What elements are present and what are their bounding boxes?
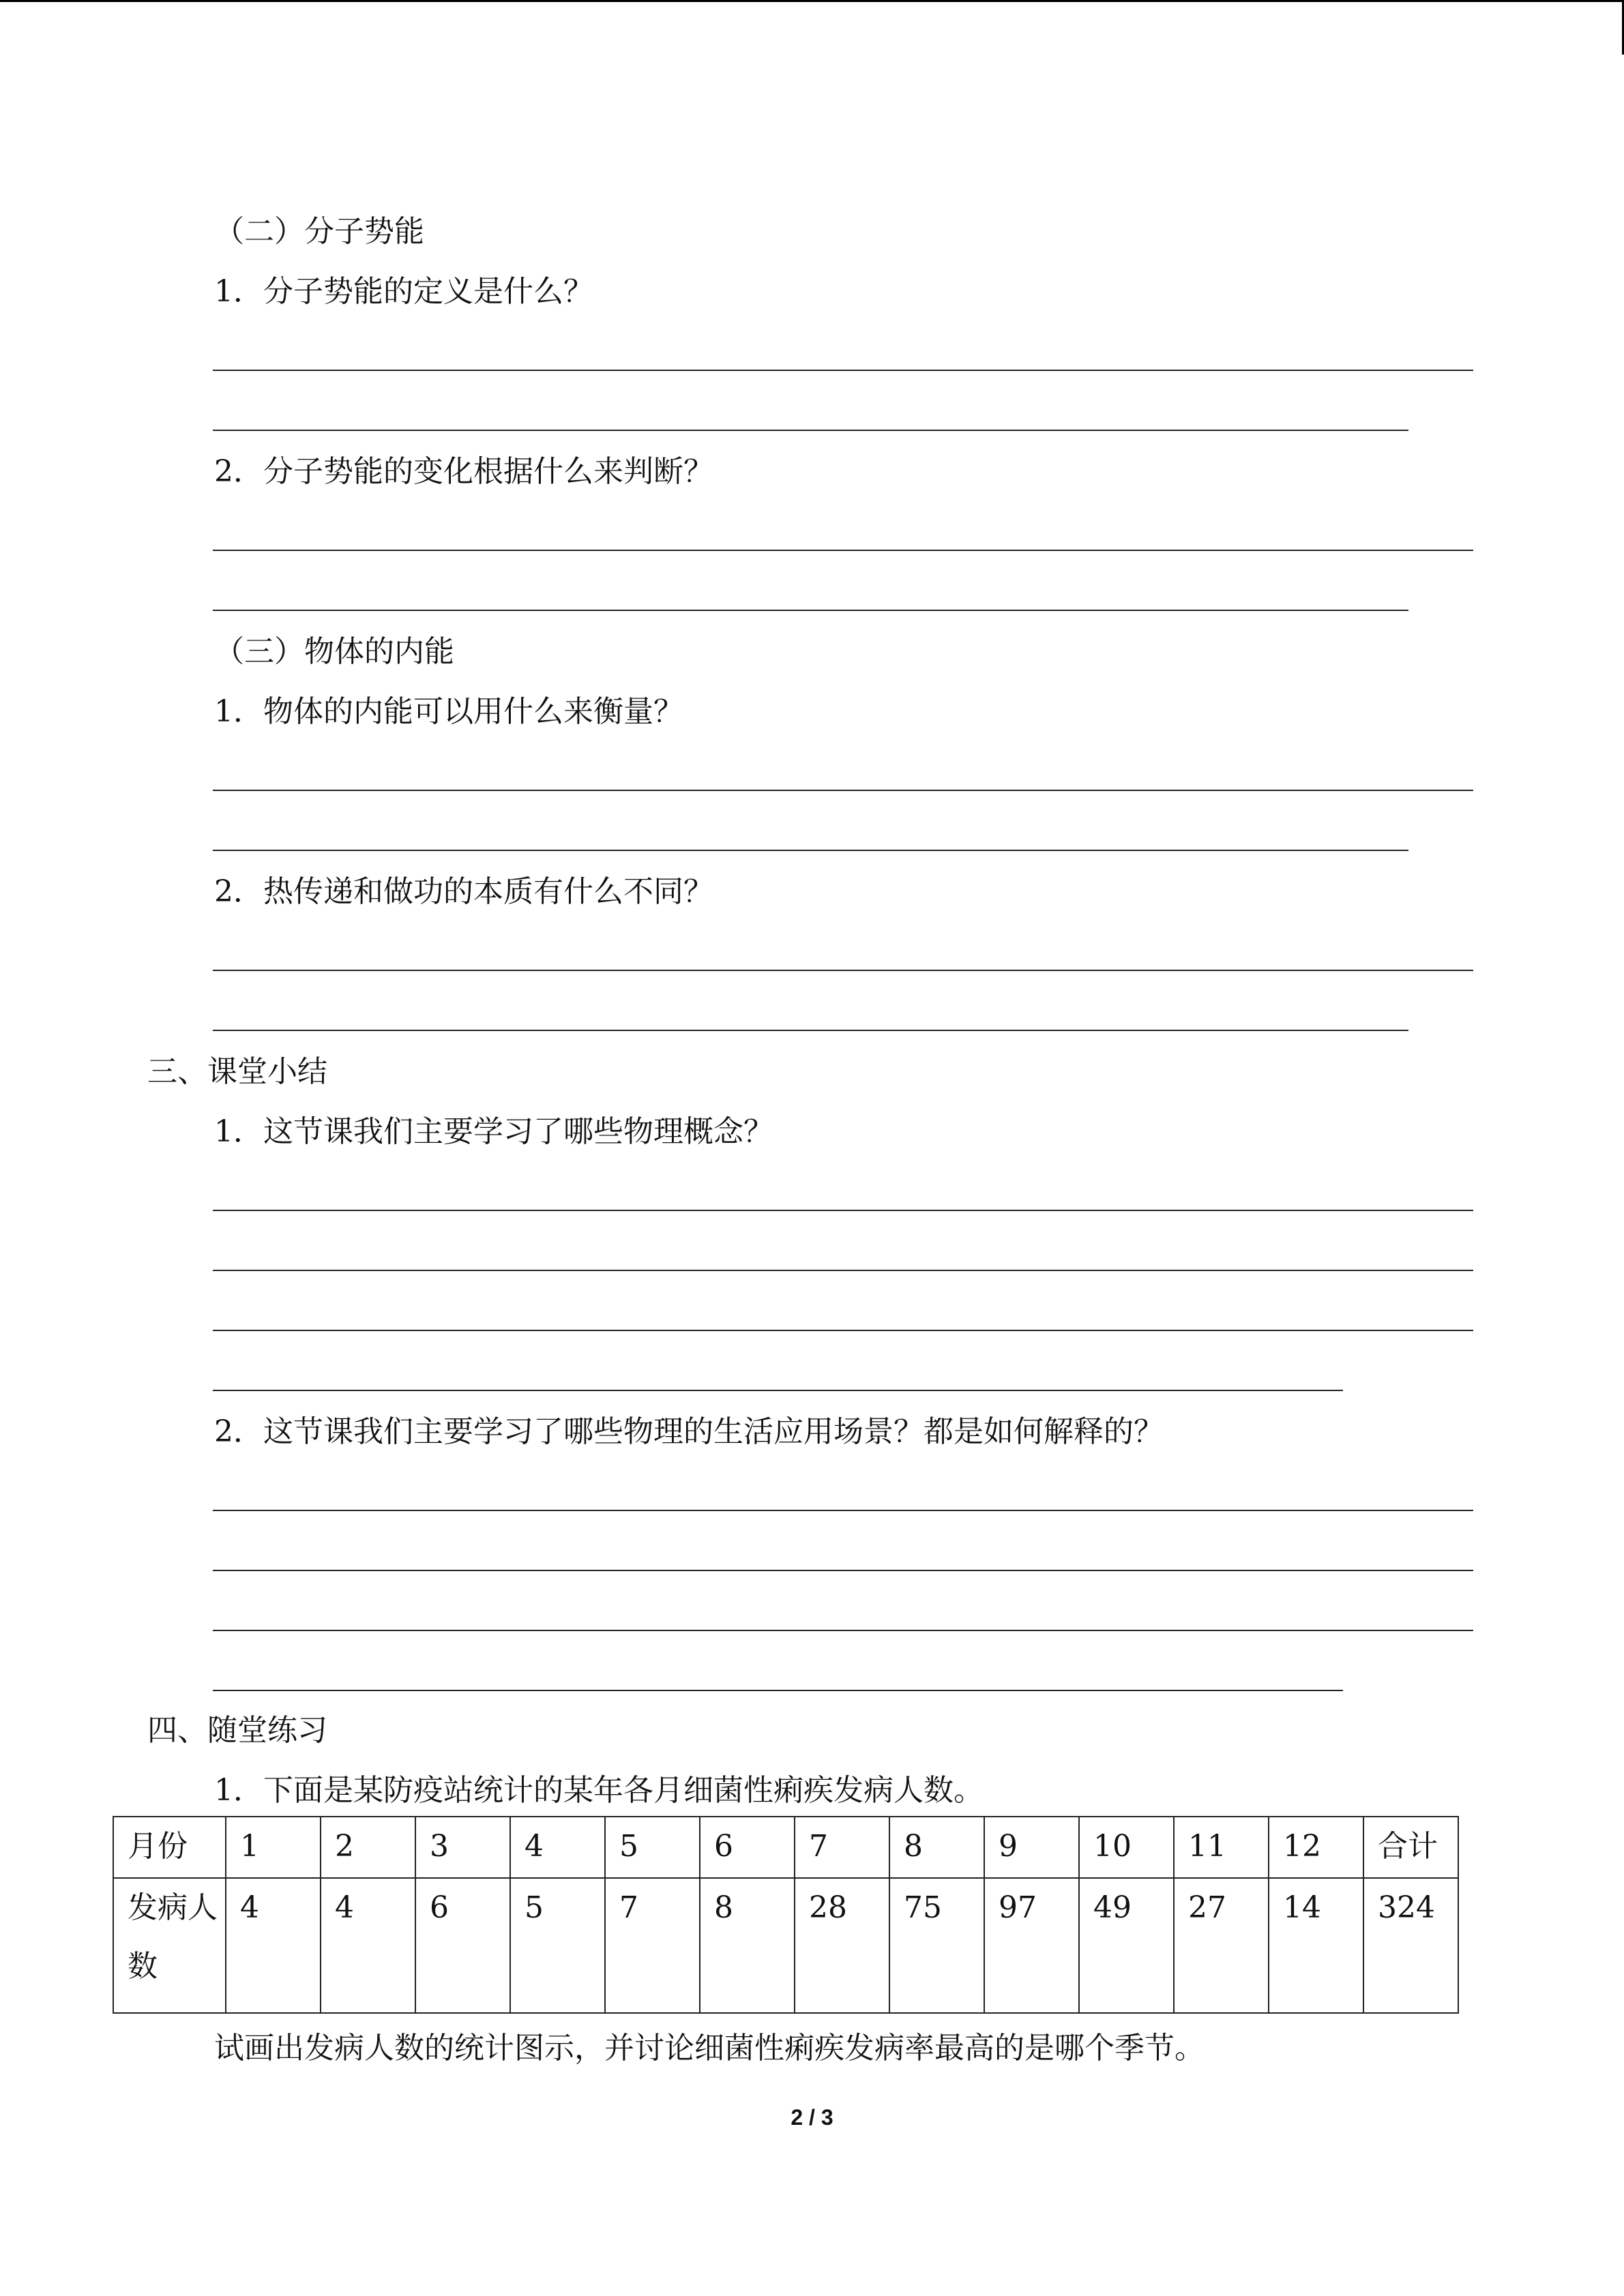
table-cell-cases: 4 (321, 1878, 415, 2013)
table-cell-month: 9 (984, 1817, 1079, 1878)
table-cell-month: 11 (1174, 1817, 1269, 1878)
table-cell-cases: 97 (984, 1878, 1079, 2013)
answer-line[interactable] (213, 550, 1473, 551)
table-cell-cases: 75 (889, 1878, 984, 2013)
answer-line[interactable] (213, 1210, 1473, 1211)
answer-line[interactable] (213, 370, 1473, 371)
practice-instruction: 试画出发病人数的统计图示，并讨论细菌性痢疾发病率最高的是哪个季节。 (214, 2031, 1205, 2066)
table-row-cases (113, 1878, 1458, 2013)
answer-line[interactable] (213, 1270, 1473, 1271)
question-text: 2．这节课我们主要学习了哪些物理的生活应用场景？都是如何解释的？ (214, 1414, 1164, 1449)
question-text: 1．下面是某防疫站统计的某年各月细菌性痢疾发病人数。 (214, 1773, 984, 1808)
table-row-months (113, 1817, 1458, 1878)
table-cell-cases: 4 (226, 1878, 321, 2013)
answer-line[interactable] (213, 1510, 1473, 1511)
table-cell-total-label: 合计 (1363, 1817, 1458, 1878)
question-text: 2．热传递和做功的本质有什么不同？ (214, 874, 713, 909)
table-cell-month: 7 (795, 1817, 889, 1878)
table-cell-cases: 49 (1079, 1878, 1174, 2013)
answer-line[interactable] (213, 1030, 1408, 1031)
answer-line[interactable] (213, 1570, 1473, 1571)
table-cell-cases: 5 (510, 1878, 605, 2013)
answer-line[interactable] (213, 1330, 1473, 1331)
question-text: 1．分子势能的定义是什么？ (214, 274, 593, 309)
question-text: 2．分子势能的变化根据什么来判断？ (214, 454, 713, 489)
section-heading-class-summary: 三、课堂小结 (147, 1054, 327, 1089)
section-heading-practice: 四、随堂练习 (147, 1713, 327, 1748)
table-cell-total: 324 (1363, 1878, 1458, 2013)
table-cell-month: 5 (605, 1817, 700, 1878)
answer-line[interactable] (213, 1630, 1473, 1631)
table-cell-month: 3 (415, 1817, 510, 1878)
table-cell-cases: 8 (700, 1878, 795, 2013)
answer-line[interactable] (213, 1690, 1343, 1691)
section-heading-molecular-potential-energy: （二）分子势能 (214, 214, 424, 249)
answer-line[interactable] (213, 970, 1473, 971)
table-cell-cases: 6 (415, 1878, 510, 2013)
question-text: 1．这节课我们主要学习了哪些物理概念？ (214, 1114, 773, 1149)
table-cell-month: 1 (226, 1817, 321, 1878)
table-cell-month: 2 (321, 1817, 415, 1878)
table-cell-cases: 28 (795, 1878, 889, 2013)
table-cell-month: 6 (700, 1817, 795, 1878)
page-number: 2 / 3 (791, 2105, 833, 2130)
table-header-cases: 发病人数 (113, 1878, 226, 2013)
table-cell-cases: 14 (1269, 1878, 1363, 2013)
table-cell-cases: 7 (605, 1878, 700, 2013)
table-cell-month: 10 (1079, 1817, 1174, 1878)
table-cell-cases: 27 (1174, 1878, 1269, 2013)
table-cell-month: 4 (510, 1817, 605, 1878)
table-header-month: 月份 (113, 1817, 226, 1878)
top-border (0, 0, 1624, 2)
answer-line[interactable] (213, 610, 1408, 611)
table-cell-month: 8 (889, 1817, 984, 1878)
answer-line[interactable] (213, 790, 1473, 791)
answer-line[interactable] (213, 1390, 1343, 1391)
section-heading-internal-energy: （三）物体的内能 (214, 634, 454, 669)
question-text: 1．物体的内能可以用什么来衡量？ (214, 694, 683, 729)
answer-line[interactable] (213, 850, 1408, 851)
case-count-table (113, 1816, 1459, 2014)
table-cell-month: 12 (1269, 1817, 1363, 1878)
answer-line[interactable] (213, 430, 1408, 431)
